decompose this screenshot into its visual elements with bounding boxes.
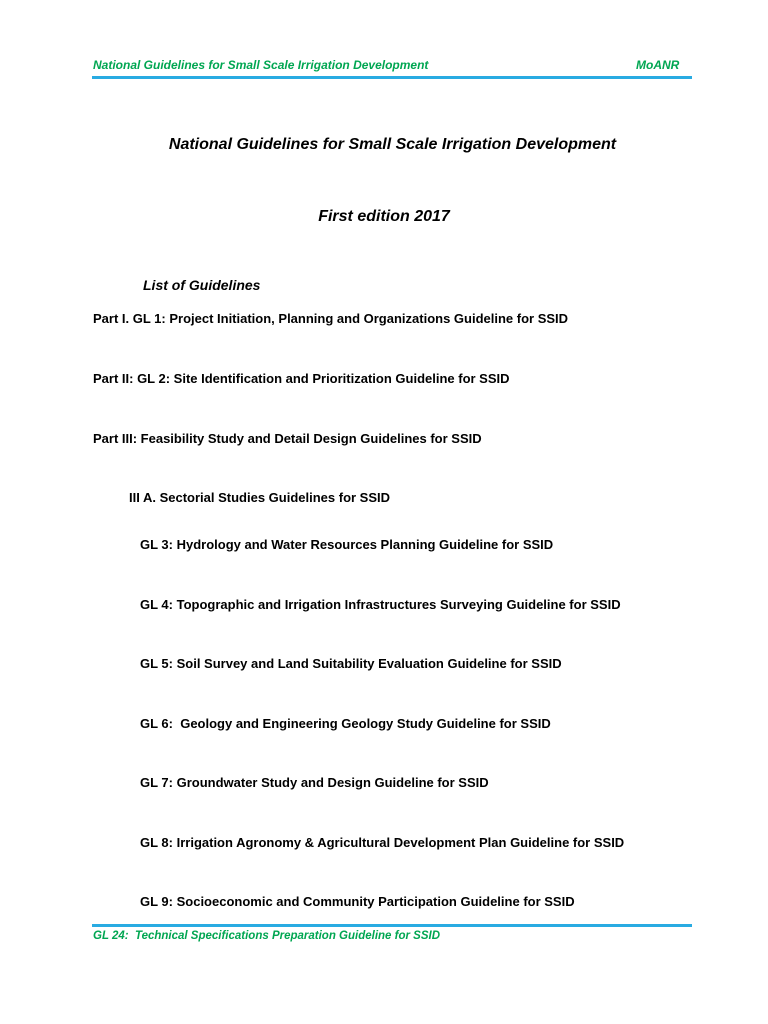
- running-header-ministry: MoANR: [636, 58, 680, 72]
- guideline-entry-gl4: GL 4: Topographic and Irrigation Infrastructures Surveying Guideline for SSID: [140, 597, 621, 612]
- guideline-subsection-3a: III A. Sectorial Studies Guidelines for SSID: [129, 490, 391, 505]
- guideline-entry-part-2: Part II: GL 2: Site Identification and Prioritization Guideline for SSID: [93, 371, 510, 386]
- running-header-title: National Guidelines for Small Scale Irrigation Development: [93, 58, 429, 72]
- document-edition: First edition 2017: [318, 208, 450, 225]
- guideline-entry-gl8: GL 8: Irrigation Agronomy & Agricultural Development Plan Guideline for SSID: [140, 835, 625, 850]
- guideline-entry-gl9: GL 9: Socioeconomic and Community Participation Guideline for SSID: [140, 894, 575, 909]
- guideline-entry-part-1: Part I. GL 1: Project Initiation, Planning and Organizations Guideline for SSID: [93, 311, 569, 326]
- guideline-entry-gl5: GL 5: Soil Survey and Land Suitability Evaluation Guideline for SSID: [140, 656, 562, 671]
- guideline-entry-part-3: Part III: Feasibility Study and Detail Design Guidelines for SSID: [93, 431, 482, 446]
- footer-rule: [92, 924, 692, 927]
- header-rule: [92, 76, 692, 79]
- running-footer: GL 24: Technical Specifications Preparation Guideline for SSID: [93, 930, 441, 942]
- guideline-entry-gl3: GL 3: Hydrology and Water Resources Planning Guideline for SSID: [140, 537, 554, 552]
- guideline-entry-gl6: GL 6: Geology and Engineering Geology Study Guideline for SSID: [140, 716, 551, 731]
- list-heading: List of Guidelines: [143, 277, 261, 293]
- guideline-entry-gl7: GL 7: Groundwater Study and Design Guideline for SSID: [140, 775, 489, 790]
- document-title: National Guidelines for Small Scale Irrigation Development: [168, 136, 617, 153]
